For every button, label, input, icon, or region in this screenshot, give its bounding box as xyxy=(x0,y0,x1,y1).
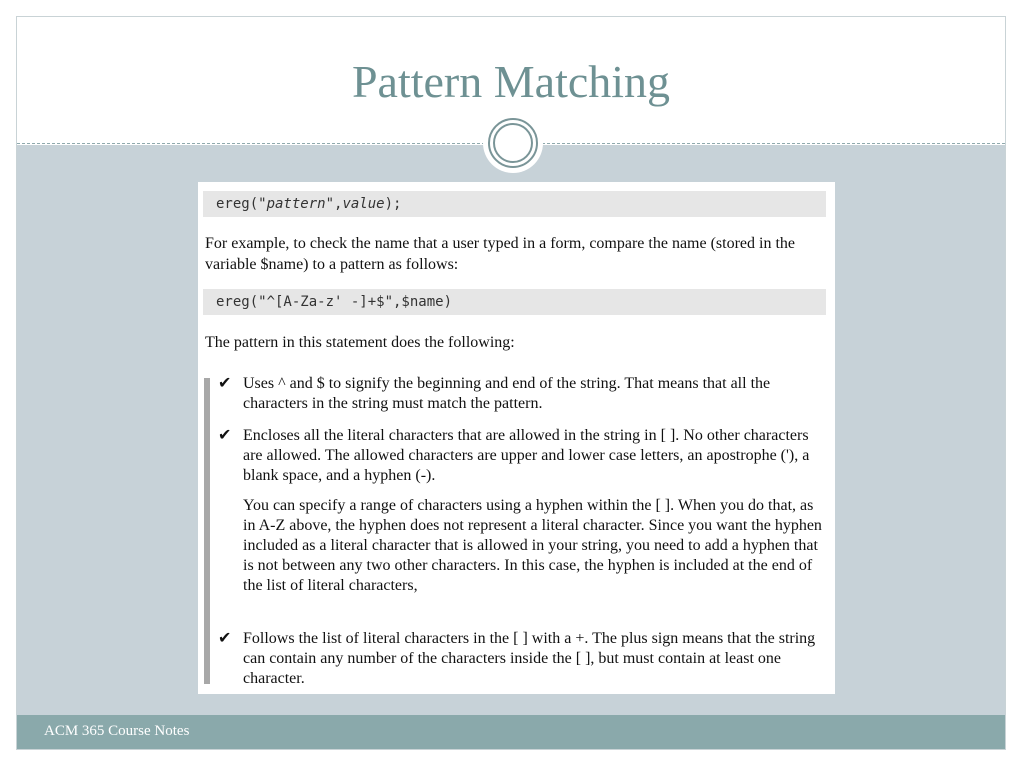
footer-course-label: ACM 365 Course Notes xyxy=(44,723,190,739)
checkmark-icon: ✔ xyxy=(218,375,232,392)
bullet-brackets: Encloses all the literal characters that are allowed in the string in [ ]. No other characters are allowed. The allowed characters are upper and lower case letters, an apostrophe ('), a blank space, and a hyphen (-). xyxy=(243,427,810,484)
code-pattern-placeholder: pattern xyxy=(266,196,326,212)
footer-bar xyxy=(17,715,1005,749)
code-middle: ", xyxy=(325,196,343,212)
sidebar-rule xyxy=(204,378,210,684)
circle-ornament-icon xyxy=(483,113,543,173)
book-page-image xyxy=(198,182,835,694)
slide-title: Pattern Matching xyxy=(351,56,671,107)
code-suffix: ); xyxy=(384,196,402,212)
code-block-ereg-syntax xyxy=(203,191,826,217)
checkmark-icon: ✔ xyxy=(218,630,232,647)
example-paragraph: For example, to check the name that a user typed in a form, compare the name (stored in the variable $name) to a pattern as follows: xyxy=(205,235,796,273)
code-value-placeholder: value xyxy=(342,196,385,212)
slide xyxy=(16,16,1006,750)
ring-icon xyxy=(488,118,538,168)
pattern-intro-paragraph: The pattern in this statement does the following: xyxy=(205,334,515,351)
bullet-range-note: You can specify a range of characters using a hyphen within the [ ]. When you do that, as in A-Z above, the hyphen does not represent a literal character. Since you want the hyphen included as a literal character that is allowed in your string, you need to add a hyphen that is not between any two other characters. In this case, the hyphen is included at the end of the list of literal characters, xyxy=(243,497,822,594)
code-block-name-pattern: ereg("^[A-Za-z' -]+$",$name) xyxy=(203,289,826,315)
code-prefix: ereg(" xyxy=(216,196,267,212)
bullet-plus: Follows the list of literal characters in the [ ] with a +. The plus sign means that the string can contain any number of the characters inside the [ ], but must contain at least one character. xyxy=(243,630,816,687)
bullet-anchors: Uses ^ and $ to signify the beginning and end of the string. That means that all the characters in the string must match the pattern. xyxy=(243,375,771,412)
checkmark-icon: ✔ xyxy=(218,427,232,444)
